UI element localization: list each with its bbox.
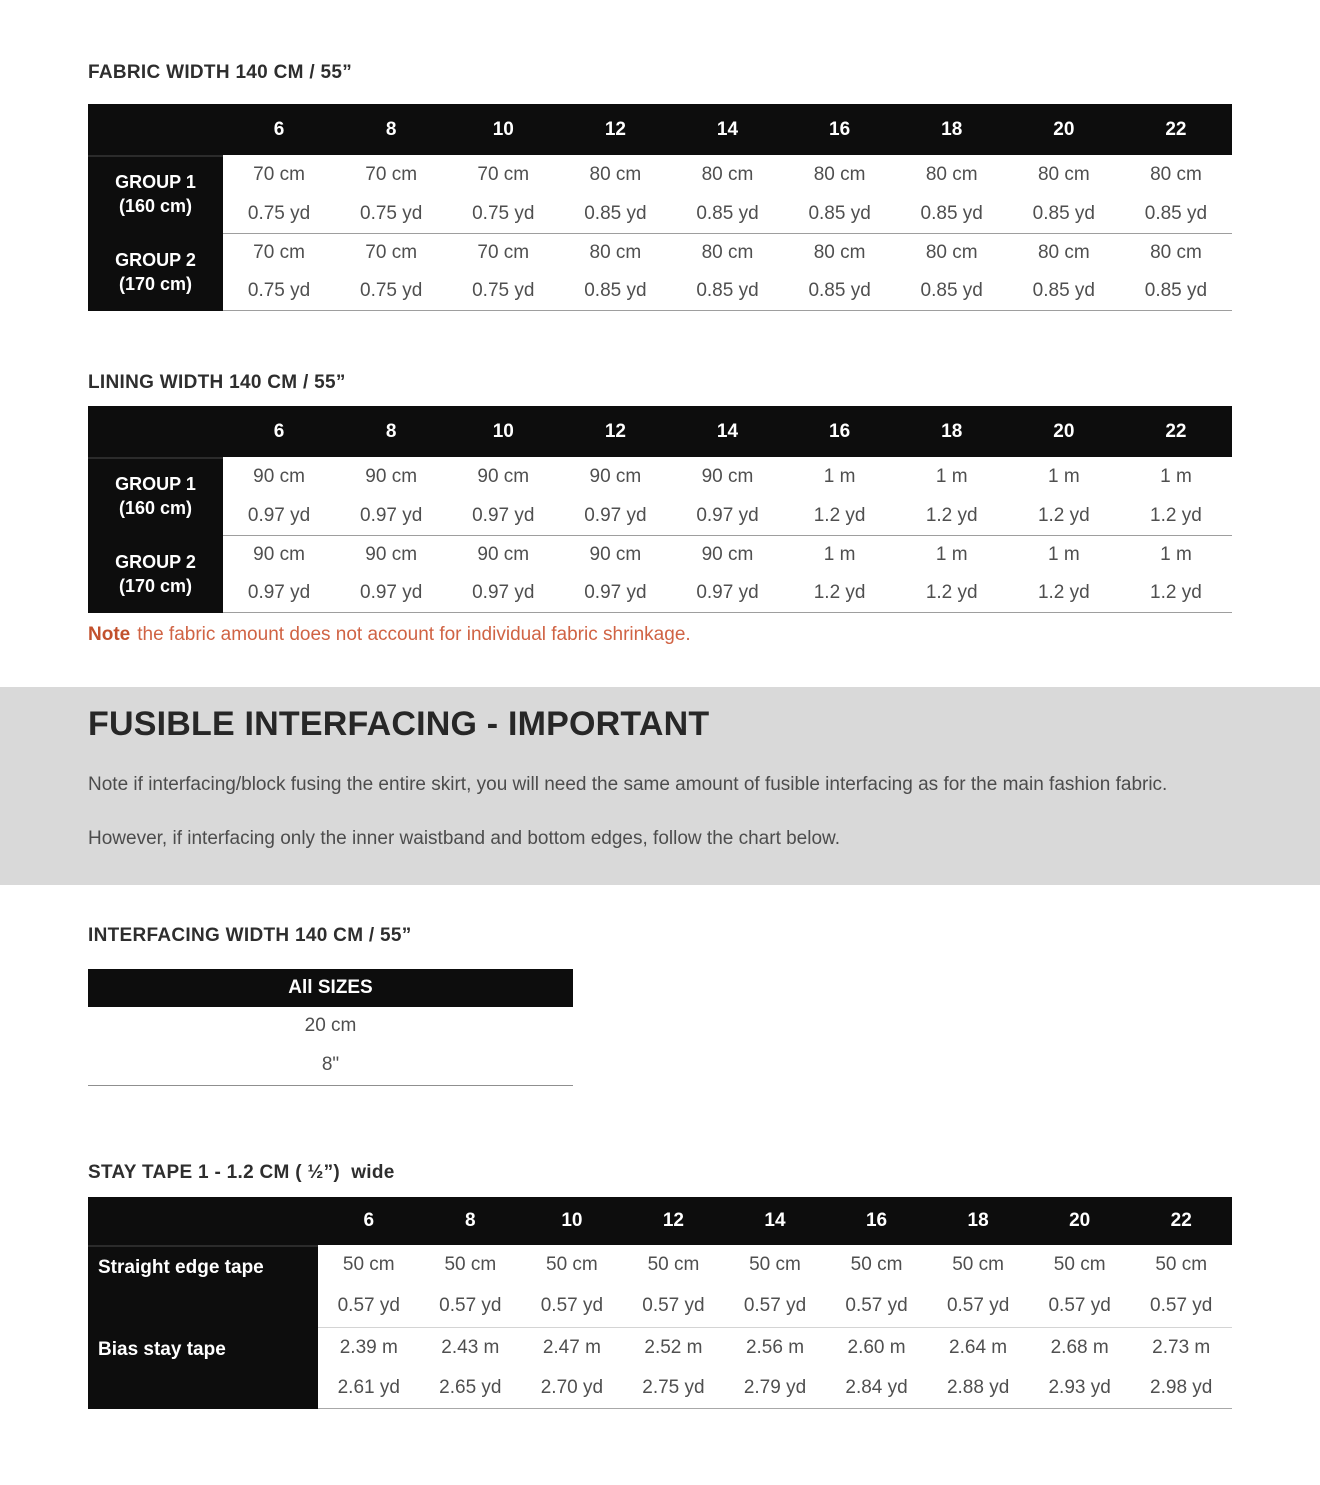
row-label-line: Straight edge tape (98, 1256, 264, 1278)
table-cell: 1 m (1008, 535, 1120, 574)
table-cell: 2.61 yd (318, 1368, 420, 1409)
table-cell: 90 cm (559, 535, 671, 574)
table-cell: 0.75 yd (223, 272, 335, 311)
table-cell: 2.93 yd (1029, 1368, 1131, 1409)
lining-width-table (88, 406, 1232, 613)
table-cell: 80 cm (671, 233, 783, 272)
size-column-header: 10 (521, 1197, 623, 1245)
table-cell: 0.85 yd (1008, 194, 1120, 233)
table-cell: 0.85 yd (1120, 272, 1232, 311)
table-cell: 80 cm (784, 233, 896, 272)
row-label-line: GROUP 1 (115, 473, 196, 494)
row-label-line: (160 cm) (118, 498, 193, 518)
table-cell: 1.2 yd (1120, 496, 1232, 535)
size-column-header: 20 (1029, 1197, 1131, 1245)
table-cell: 0.57 yd (623, 1286, 725, 1327)
table-cell: 0.85 yd (896, 272, 1008, 311)
table-cell: 0.97 yd (335, 496, 447, 535)
table-cell: 50 cm (318, 1245, 420, 1286)
size-column-header: 12 (623, 1197, 725, 1245)
table-cell: 2.75 yd (623, 1368, 725, 1409)
row-label-line: (160 cm) (118, 196, 193, 216)
table-cell: 50 cm (927, 1245, 1029, 1286)
table-cell: 2.47 m (521, 1327, 623, 1368)
table-cell: 0.85 yd (671, 194, 783, 233)
table-cell: 90 cm (223, 457, 335, 496)
table-cell: 0.97 yd (559, 574, 671, 613)
table-cell: 1.2 yd (1008, 496, 1120, 535)
table-cell: 80 cm (896, 233, 1008, 272)
table-cell: 2.73 m (1130, 1327, 1232, 1368)
table-cell: 0.97 yd (671, 496, 783, 535)
note-text: the fabric amount does not account for individual fabric shrinkage. (137, 624, 691, 645)
size-column-header: 12 (559, 104, 671, 155)
row-label-line: GROUP 2 (115, 249, 196, 270)
table-cell: 0.75 yd (447, 272, 559, 311)
table-cell: 0.57 yd (724, 1286, 826, 1327)
table-cell: 0.57 yd (1130, 1286, 1232, 1327)
table-cell: 0.97 yd (447, 496, 559, 535)
table-cell: 70 cm (335, 233, 447, 272)
size-column-header: 12 (559, 406, 671, 457)
table-cell: 70 cm (223, 233, 335, 272)
lining-width-heading: LINING WIDTH 140 CM / 55” (88, 372, 346, 393)
table-cell: 90 cm (447, 535, 559, 574)
table-cell: 1 m (1120, 457, 1232, 496)
table-cell: 1 m (1008, 457, 1120, 496)
table-cell: 0.97 yd (447, 574, 559, 613)
table-cell: 1.2 yd (896, 496, 1008, 535)
table-cell: 1 m (784, 535, 896, 574)
row-label (88, 457, 223, 535)
row-label-line: (170 cm) (118, 576, 193, 596)
stay-tape-table (88, 1197, 1232, 1409)
size-column-header: 16 (826, 1197, 928, 1245)
table-cell: 90 cm (559, 457, 671, 496)
table-cell: 2.68 m (1029, 1327, 1131, 1368)
table-cell: 0.85 yd (784, 194, 896, 233)
size-column-header: 20 (1008, 104, 1120, 155)
table-cell: 1.2 yd (896, 574, 1008, 613)
size-column-header: 10 (447, 406, 559, 457)
table-cell: 2.65 yd (420, 1368, 522, 1409)
table-cell: 50 cm (521, 1245, 623, 1286)
size-column-header: 6 (223, 104, 335, 155)
table-cell: 50 cm (1029, 1245, 1131, 1286)
size-column-header: 18 (896, 406, 1008, 457)
table-cell: 1.2 yd (784, 574, 896, 613)
table-cell: 2.98 yd (1130, 1368, 1232, 1409)
table-cell: 80 cm (784, 155, 896, 194)
interfacing-paragraph-2: However, if interfacing only the inner waistband and bottom edges, follow the chart below. (88, 827, 840, 849)
size-column-header: 14 (671, 104, 783, 155)
table-cell: 2.39 m (318, 1327, 420, 1368)
size-column-header: 16 (784, 406, 896, 457)
table-cell: 0.57 yd (521, 1286, 623, 1327)
size-column-header: 18 (896, 104, 1008, 155)
table-cell: 80 cm (559, 233, 671, 272)
table-cell: 0.57 yd (1029, 1286, 1131, 1327)
table-cell: 0.75 yd (447, 194, 559, 233)
table-cell: 2.70 yd (521, 1368, 623, 1409)
table-cell: 2.43 m (420, 1327, 522, 1368)
table-cell: 80 cm (896, 155, 1008, 194)
size-column-header: 8 (335, 406, 447, 457)
size-column-header: 22 (1120, 104, 1232, 155)
table-cell: 0.75 yd (335, 194, 447, 233)
fusible-interfacing-callout (0, 687, 1320, 885)
table-cell: 80 cm (671, 155, 783, 194)
table-cell: 2.60 m (826, 1327, 928, 1368)
row-label-line: (170 cm) (118, 274, 193, 294)
size-column-header: 6 (318, 1197, 420, 1245)
table-cell: 0.85 yd (784, 272, 896, 311)
table-cell: 2.52 m (623, 1327, 725, 1368)
table-cell: 80 cm (1008, 155, 1120, 194)
table-cell: 2.56 m (724, 1327, 826, 1368)
interfacing-value-in: 8" (321, 1054, 340, 1076)
size-column-header: 20 (1008, 406, 1120, 457)
table-cell: 90 cm (671, 457, 783, 496)
table-cell: 0.57 yd (927, 1286, 1029, 1327)
size-column-header: 10 (447, 104, 559, 155)
table-cell: 2.84 yd (826, 1368, 928, 1409)
table-cell: 70 cm (223, 155, 335, 194)
row-label (88, 1327, 318, 1409)
fabric-width-table (88, 104, 1232, 311)
table-cell: 70 cm (447, 155, 559, 194)
interfacing-value-cm: 20 cm (304, 1015, 357, 1037)
note-label: Note (88, 624, 131, 645)
table-cell: 1 m (896, 457, 1008, 496)
stay-tape-heading: STAY TAPE 1 - 1.2 CM ( ½”) wide (88, 1161, 395, 1183)
shrinkage-note (88, 624, 1232, 646)
table-cell: 2.64 m (927, 1327, 1029, 1368)
table-cell: 0.75 yd (335, 272, 447, 311)
table-cell: 80 cm (1008, 233, 1120, 272)
size-column-header: 6 (223, 406, 335, 457)
yardage-section (0, 0, 1320, 646)
table-cell: 2.88 yd (927, 1368, 1029, 1409)
table-cell: 0.85 yd (671, 272, 783, 311)
table-cell: 0.85 yd (559, 194, 671, 233)
size-column-header: 16 (784, 104, 896, 155)
interfacing-width-heading: INTERFACING WIDTH 140 CM / 55” (88, 924, 412, 946)
table-cell: 90 cm (335, 535, 447, 574)
size-column-header: 8 (420, 1197, 522, 1245)
interfacing-table-header: All SIZES (88, 969, 573, 1007)
interfacing-and-tape-section (0, 925, 1320, 1409)
size-column-header: 14 (724, 1197, 826, 1245)
table-cell: 0.97 yd (223, 496, 335, 535)
table-cell: 50 cm (724, 1245, 826, 1286)
size-column-header: 8 (335, 104, 447, 155)
table-cell: 0.85 yd (896, 194, 1008, 233)
table-cell: 1 m (896, 535, 1008, 574)
table-cell: 0.85 yd (559, 272, 671, 311)
table-cell: 70 cm (447, 233, 559, 272)
table-cell: 70 cm (335, 155, 447, 194)
table-cell: 0.97 yd (559, 496, 671, 535)
table-cell: 0.85 yd (1008, 272, 1120, 311)
table-cell: 80 cm (559, 155, 671, 194)
table-cell: 1.2 yd (1120, 574, 1232, 613)
size-column-header: 14 (671, 406, 783, 457)
table-cell: 1 m (1120, 535, 1232, 574)
fusible-interfacing-heading: FUSIBLE INTERFACING - IMPORTANT (88, 705, 710, 743)
fabric-width-heading: FABRIC WIDTH 140 CM / 55” (88, 62, 353, 83)
table-cell: 0.57 yd (826, 1286, 928, 1327)
table-cell: 0.97 yd (671, 574, 783, 613)
table-cell: 0.97 yd (335, 574, 447, 613)
table-cell: 1.2 yd (1008, 574, 1120, 613)
table-cell: 80 cm (1120, 233, 1232, 272)
table-cell: 0.75 yd (223, 194, 335, 233)
table-cell: 90 cm (223, 535, 335, 574)
table-cell: 0.57 yd (420, 1286, 522, 1327)
row-label-line: Bias stay tape (98, 1338, 226, 1360)
table-header-corner (88, 406, 223, 457)
size-column-header: 22 (1120, 406, 1232, 457)
table-cell: 50 cm (420, 1245, 522, 1286)
table-cell: 1 m (784, 457, 896, 496)
row-label-line: GROUP 2 (115, 551, 196, 572)
row-label (88, 155, 223, 233)
row-label (88, 535, 223, 613)
table-cell: 90 cm (671, 535, 783, 574)
table-cell: 90 cm (335, 457, 447, 496)
interfacing-table (88, 969, 573, 1086)
table-cell: 50 cm (1130, 1245, 1232, 1286)
table-cell: 0.57 yd (318, 1286, 420, 1327)
size-column-header: 22 (1130, 1197, 1232, 1245)
table-cell: 50 cm (623, 1245, 725, 1286)
table-cell: 50 cm (826, 1245, 928, 1286)
table-cell: 80 cm (1120, 155, 1232, 194)
size-column-header: 18 (927, 1197, 1029, 1245)
row-label (88, 233, 223, 311)
table-header-corner (88, 1197, 318, 1245)
table-cell: 1.2 yd (784, 496, 896, 535)
row-label (88, 1245, 318, 1327)
interfacing-paragraph-1: Note if interfacing/block fusing the entire skirt, you will need the same amount of fusible interfacing as for the main fashion fabric. (88, 774, 1168, 795)
row-label-line: GROUP 1 (115, 171, 196, 192)
table-cell: 0.85 yd (1120, 194, 1232, 233)
table-header-corner (88, 104, 223, 155)
table-cell: 90 cm (447, 457, 559, 496)
table-cell: 0.97 yd (223, 574, 335, 613)
table-cell: 2.79 yd (724, 1368, 826, 1409)
